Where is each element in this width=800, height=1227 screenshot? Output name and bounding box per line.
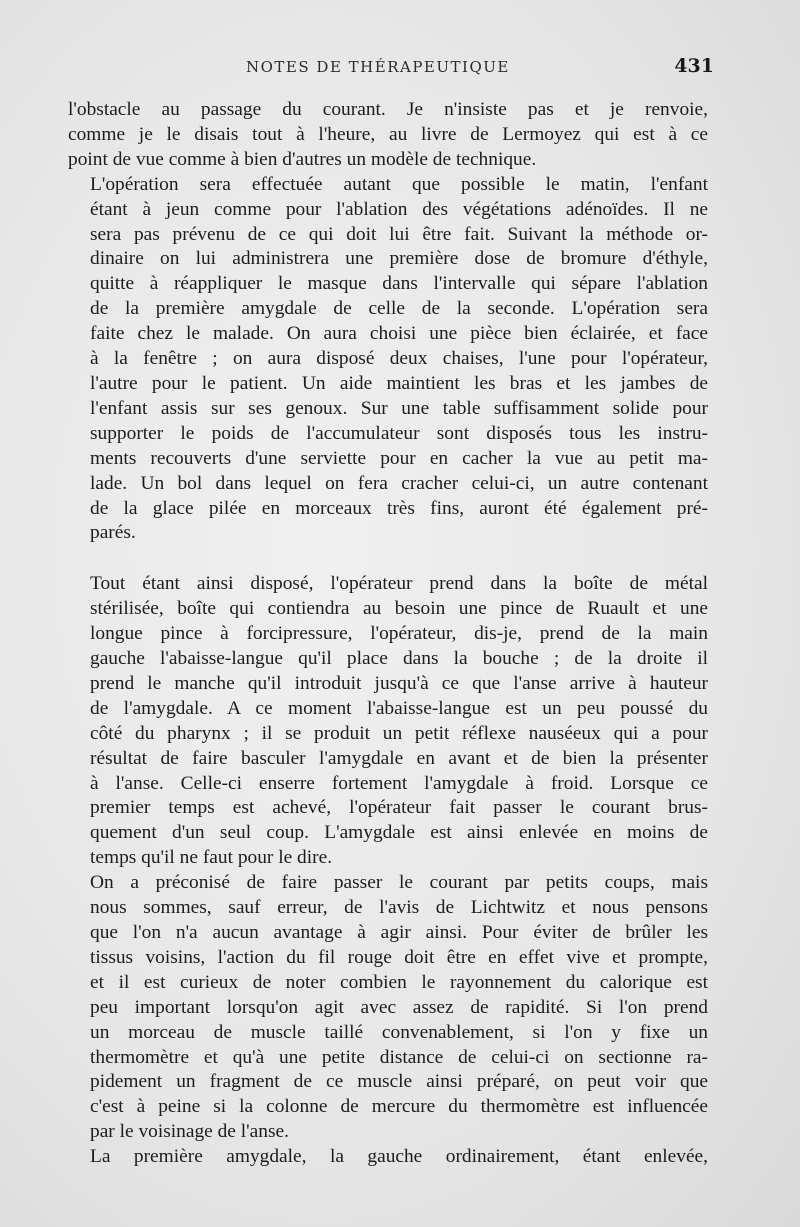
page-number: 431 xyxy=(674,55,714,77)
text-line: sera pas prévenu de ce qui doit lui être fait. Suivant la méthode or- xyxy=(90,223,708,245)
text-line: faite chez le malade. On aura choisi une pièce bien éclairée, et face xyxy=(90,323,708,345)
text-line: à l'anse. Celle-ci enserre fortement l'amygdale à froid. Lorsque ce xyxy=(90,772,708,794)
text-line: c'est à peine si la colonne de mercure du thermomètre est influencée xyxy=(90,1096,708,1118)
text-line: l'obstacle au passage du courant. Je n'insiste pas et je renvoie, xyxy=(68,99,708,120)
text-line: dinaire on lui administrera une première dose de bromure d'éthyle, xyxy=(90,248,708,270)
text-line: nous sommes, sauf erreur, de l'avis de Lichtwitz et nous pensons xyxy=(90,897,708,919)
paragraph-4 xyxy=(68,871,708,1145)
paragraph-3 xyxy=(68,572,708,871)
text-line: gauche l'abaisse-langue qu'il place dans la bouche ; de la droite il xyxy=(90,648,708,670)
text-line: résultat de faire basculer l'amygdale en avant et de bien la présenter xyxy=(90,747,708,769)
text-line: par le voisinage de l'anse. xyxy=(90,1121,289,1143)
paragraph-2 xyxy=(68,173,708,547)
text-line: à la fenêtre ; on aura disposé deux chaises, l'une pour l'opérateur, xyxy=(90,348,708,370)
text-line: que l'on n'a aucun avantage à agir ainsi. Pour éviter de brûler les xyxy=(90,922,708,943)
text-line: parés. xyxy=(90,522,136,544)
text-line: de l'amygdale. A ce moment l'abaisse-langue est un peu poussé du xyxy=(90,697,708,719)
text-line: longue pince à forcipressure, l'opérateur, dis-je, prend de la main xyxy=(90,623,708,645)
text-line: pidement un fragment de ce muscle ainsi préparé, on peut voir que xyxy=(90,1071,708,1093)
text-line: de la première amygdale de celle de la seconde. L'opération sera xyxy=(90,298,708,320)
text-line: temps qu'il ne faut pour le dire. xyxy=(90,847,333,869)
text-line: supporter le poids de l'accumulateur sont disposés tous les instru- xyxy=(90,422,708,444)
text-line: peu important lorsqu'on agit avec assez de rapidité. Si l'on prend xyxy=(90,996,708,1018)
text-line: premier temps est achevé, l'opérateur fait passer le courant brus- xyxy=(90,797,708,819)
text-line: quement d'un seul coup. L'amygdale est ainsi enlevée en moins de xyxy=(90,822,708,844)
text-line: côté du pharynx ; il se produit un petit réflexe nauséeux qui a pour xyxy=(90,722,708,744)
running-title: NOTES DE THÉRAPEUTIQUE xyxy=(246,58,510,76)
text-line: l'enfant assis sur ses genoux. Sur une table suffisamment solide pour xyxy=(90,397,708,419)
text-line: L'opération sera effectuée autant que possible le matin, l'enfant xyxy=(90,173,708,195)
text-line: étant à jeun comme pour l'ablation des végétations adénoïdes. Il ne xyxy=(90,198,708,220)
text-line: Tout étant ainsi disposé, l'opérateur prend dans la boîte de métal xyxy=(90,573,708,595)
text-line: thermomètre et qu'à une petite distance de celui-ci on sectionne ra- xyxy=(90,1046,708,1068)
text-line: point de vue comme à bien d'autres un modèle de technique. xyxy=(68,148,537,170)
text-line: prend le manche qu'il introduit jusqu'à ce que l'anse arrive à hauteur xyxy=(90,672,708,694)
page-header xyxy=(68,55,714,84)
text-line: et il est curieux de noter combien le rayonnement du calorique est xyxy=(90,971,708,993)
text-line: un morceau de muscle taillé convenablement, si l'on y fixe un xyxy=(90,1021,708,1043)
paragraph-1 xyxy=(68,98,708,173)
text-line: tissus voisins, l'action du fil rouge doit être en effet vive et prompte, xyxy=(90,946,708,968)
paragraph-5 xyxy=(68,1145,708,1170)
text-line: ments recouverts d'une serviette pour en cacher la vue au petit ma- xyxy=(90,447,708,469)
text-line: comme je le disais tout à l'heure, au livre de Lermoyez qui est à ce xyxy=(68,123,708,145)
body-text xyxy=(68,98,708,1170)
text-line: On a préconisé de faire passer le courant par petits coups, mais xyxy=(90,872,708,894)
text-line: lade. Un bol dans lequel on fera cracher celui-ci, un autre contenant xyxy=(90,472,708,494)
text-line: quitte à réappliquer le masque dans l'intervalle qui sépare l'ablation xyxy=(90,273,708,295)
text-line: de la glace pilée en morceaux très fins, auront été également pré- xyxy=(90,497,708,519)
text-line: La première amygdale, la gauche ordinairement, étant enlevée, xyxy=(90,1146,708,1168)
text-line: l'autre pour le patient. Un aide maintient les bras et les jambes de xyxy=(90,372,708,394)
text-line: stérilisée, boîte qui contiendra au besoin une pince de Ruault et une xyxy=(90,598,708,620)
